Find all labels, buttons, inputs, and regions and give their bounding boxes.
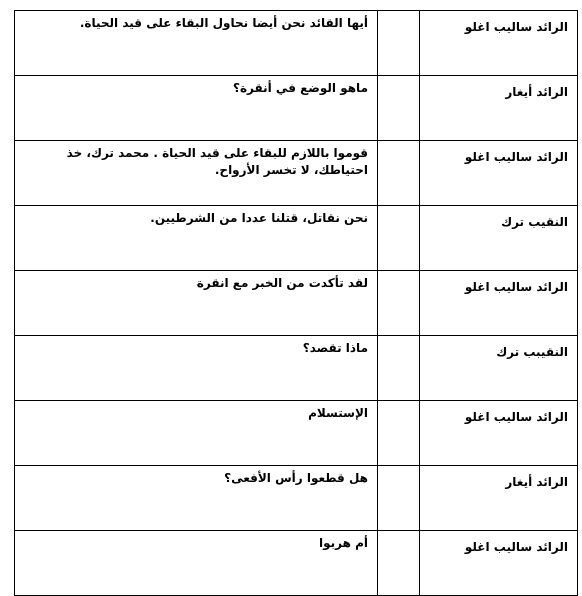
speaker-cell <box>420 141 578 206</box>
dialogue-cell <box>15 336 378 401</box>
dialogue-text: أيها القائد نحن أيضا نحاول البقاء على قيد الحياة. <box>79 16 368 30</box>
dialogue-text: أم هربوا <box>318 536 368 550</box>
table-row <box>15 206 578 271</box>
speaker-name: الرائد ساليب اغلو <box>464 410 568 424</box>
table-row <box>15 141 578 206</box>
dialogue-text: ماهو الوضع في أنقرة؟ <box>232 81 368 95</box>
speaker-cell <box>420 76 578 141</box>
speaker-name: النقيبب ترك <box>496 345 568 359</box>
speaker-name: الرائد ساليب اغلو <box>464 540 568 554</box>
dialogue-cell <box>15 76 378 141</box>
speaker-name: الرائد أيغار <box>505 85 568 99</box>
dialogue-table <box>14 10 578 596</box>
dialogue-cell <box>15 531 378 596</box>
table-row <box>15 466 578 531</box>
empty-cell <box>378 336 420 401</box>
table-row <box>15 76 578 141</box>
speaker-cell <box>420 531 578 596</box>
speaker-name: النقيب ترك <box>501 215 568 229</box>
empty-cell <box>378 141 420 206</box>
dialogue-text: نحن نقاتل، قتلنا عددا من الشرطيين. <box>150 211 368 225</box>
dialogue-cell <box>15 206 378 271</box>
table-row <box>15 531 578 596</box>
dialogue-cell <box>15 401 378 466</box>
speaker-cell <box>420 11 578 76</box>
dialogue-cell <box>15 11 378 76</box>
empty-cell <box>378 11 420 76</box>
empty-cell <box>378 531 420 596</box>
dialogue-text: ماذا تقصد؟ <box>302 341 368 355</box>
speaker-name: الرائد ساليب اغلو <box>464 150 568 164</box>
dialogue-cell <box>15 141 378 206</box>
empty-cell <box>378 466 420 531</box>
dialogue-cell <box>15 271 378 336</box>
dialogue-text: الإستسلام <box>308 406 368 420</box>
empty-cell <box>378 206 420 271</box>
table-row <box>15 11 578 76</box>
speaker-cell <box>420 401 578 466</box>
empty-cell <box>378 76 420 141</box>
dialogue-cell <box>15 466 378 531</box>
dialogue-text: قوموا باللازم للبقاء على قيد الحياة . محمد ترك، خذ احتياطك، لا تخسر الأرواح. <box>66 146 368 177</box>
speaker-name: الرائد أيغار <box>505 475 568 489</box>
empty-cell <box>378 401 420 466</box>
dialogue-text: لقد تأكدت من الخبر مع انقرة <box>196 276 368 290</box>
speaker-cell <box>420 466 578 531</box>
dialogue-text: هل قطعوا رأس الأفعى؟ <box>224 471 368 485</box>
speaker-name: الرائد ساليب اغلو <box>464 20 568 34</box>
table-row <box>15 271 578 336</box>
table-row <box>15 401 578 466</box>
empty-cell <box>378 271 420 336</box>
table-row <box>15 336 578 401</box>
speaker-cell <box>420 206 578 271</box>
speaker-name: الرائد ساليب اغلو <box>464 280 568 294</box>
speaker-cell <box>420 271 578 336</box>
speaker-cell <box>420 336 578 401</box>
